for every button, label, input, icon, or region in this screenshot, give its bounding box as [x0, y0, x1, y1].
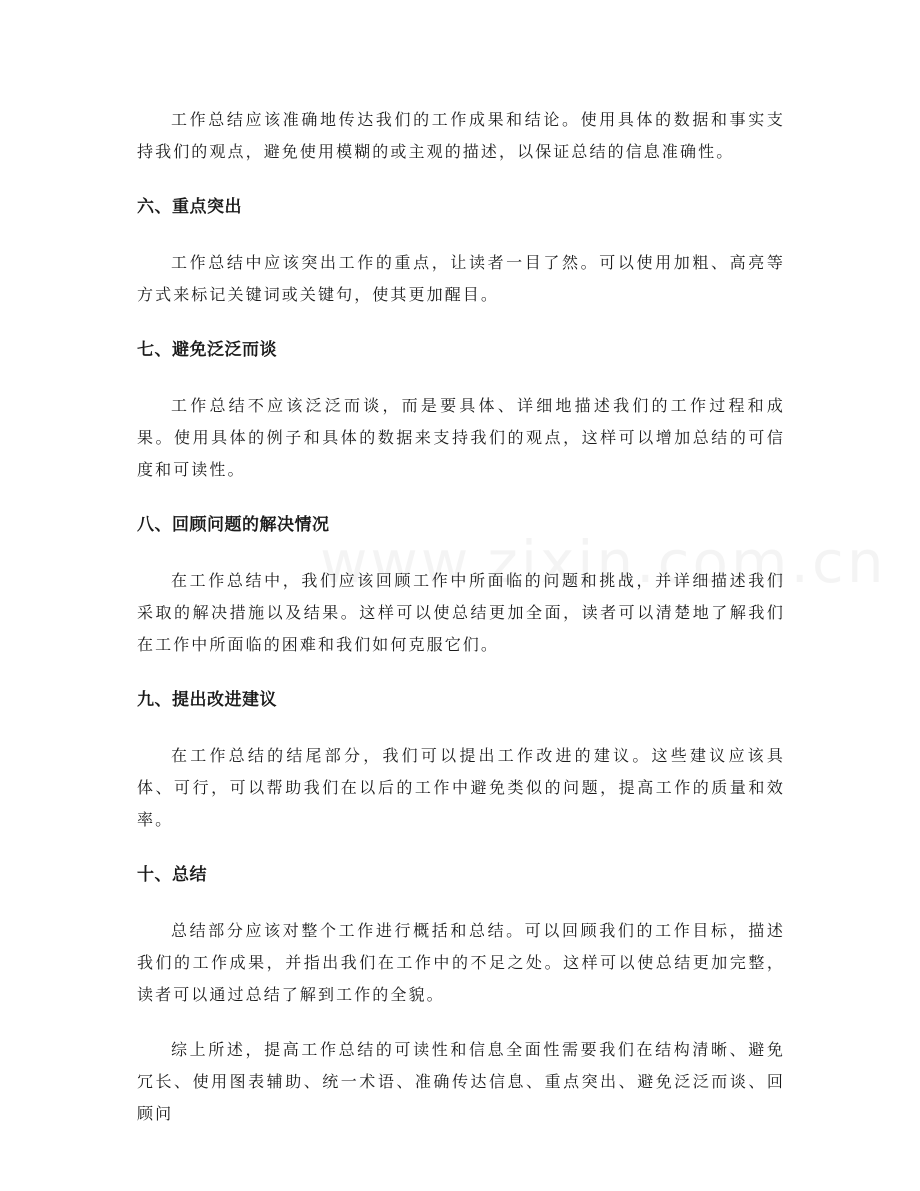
- paragraph-section-7: 工作总结不应该泛泛而谈，而是要具体、详细地描述我们的工作过程和成果。使用具体的例子和具体的数据来支持我们的观点，这样可以增加总结的可信度和可读性。: [137, 396, 785, 479]
- paragraph-conclusion: 综上所述，提高工作总结的可读性和信息全面性需要我们在结构清晰、避免冗长、使用图表辅助、统一术语、准确传达信息、重点突出、避免泛泛而谈、回顾问: [137, 1040, 785, 1123]
- document-body: [137, 104, 785, 1153]
- heading-section-10: 十、总结: [137, 865, 207, 885]
- paragraph-section-9: 在工作总结的结尾部分，我们可以提出工作改进的建议。这些建议应该具体、可行，可以帮助我们在以后的工作中避免类似的问题，提高工作的质量和效率。: [137, 746, 785, 829]
- paragraph-section-10: 总结部分应该对整个工作进行概括和总结。可以回顾我们的工作目标，描述我们的工作成果，并指出我们在工作中的不足之处。这样可以使总结更加完整，读者可以通过总结了解到工作的全貌。: [137, 921, 785, 1004]
- heading-section-9: 九、提出改进建议: [137, 690, 277, 710]
- heading-section-8: 八、回顾问题的解决情况: [137, 515, 330, 535]
- paragraph-accuracy: 工作总结应该准确地传达我们的工作成果和结论。使用具体的数据和事实支持我们的观点，避免使用模糊的或主观的描述，以保证总结的信息准确性。: [137, 110, 785, 161]
- paragraph-section-6: 工作总结中应该突出工作的重点，让读者一目了然。可以使用加粗、高亮等方式来标记关键词或关键句，使其更加醒目。: [137, 253, 785, 304]
- heading-section-6: 六、重点突出: [137, 197, 242, 217]
- paragraph-section-8: 在工作总结中，我们应该回顾工作中所面临的问题和挑战，并详细描述我们采取的解决措施以及结果。这样可以使总结更加全面，读者可以清楚地了解我们在工作中所面临的困难和我们如何克服它们。: [137, 571, 785, 654]
- heading-section-7: 七、避免泛泛而谈: [137, 340, 277, 360]
